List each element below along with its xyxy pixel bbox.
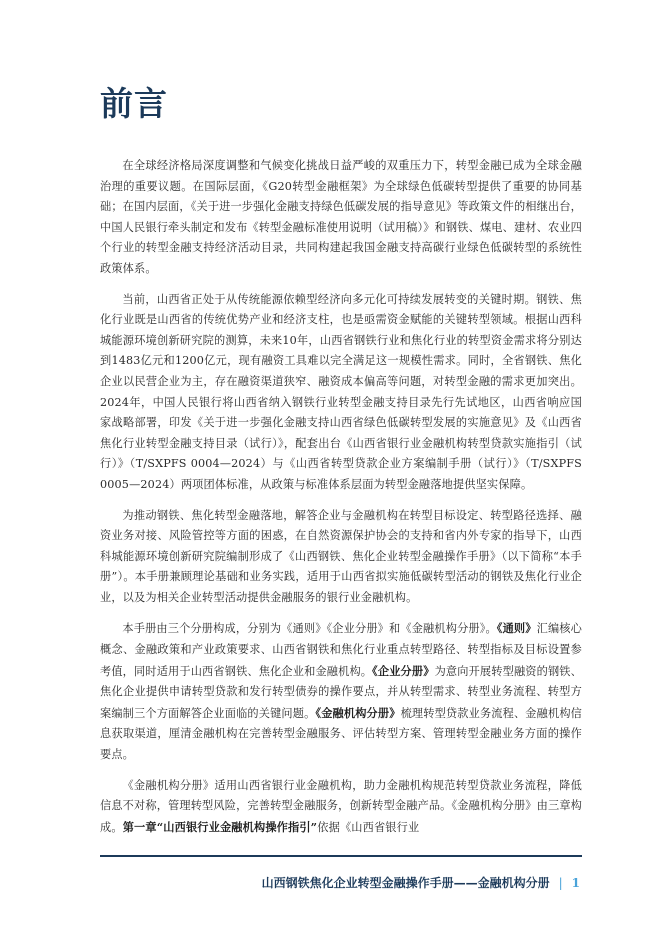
paragraph: [100, 156, 582, 280]
paragraph: [100, 506, 582, 609]
bold-text-run: 《通则》: [496, 621, 537, 636]
text-run: 梳理转型贷款业务流程、金融机构信息获取渠道，厘清金融机构在完善转型金融服务、评估转型方案、管理转型金融业务方面的操作要点。: [100, 706, 583, 762]
paragraph: [100, 776, 582, 839]
footer-doc-title: 山西钢铁焦化企业转型金融操作手册——金融机构分册: [261, 876, 550, 890]
text-run: 本手册由三个分册构成，分别为《通则》《企业分册》和《金融机构分册》。: [122, 622, 497, 636]
page-title: 前言: [100, 84, 168, 123]
bold-text-run: 《金融机构分册》: [315, 705, 401, 720]
footer-divider: [100, 855, 582, 857]
paragraph: [100, 290, 582, 496]
bold-text-run: 第一章“山西银行业金融机构操作指引”: [122, 819, 318, 834]
paragraph: [100, 618, 582, 765]
bold-text-run: 《企业分册》: [372, 663, 435, 678]
page-number: 1: [571, 875, 580, 890]
footer-separator: |: [558, 875, 563, 890]
page-footer: [262, 874, 580, 891]
preface-body: [100, 156, 582, 848]
text-run: 为意向开展转型融资的钢铁、焦化企业提供申请转型贷款和发行转型债券的操作要点，并从转型需求、转型业务流程、转型方案编制三个方面解答企业面临的关键问题。: [100, 664, 582, 720]
text-run: 为推动钢铁、焦化转型金融落地，解答企业与金融机构在转型目标设定、转型路径选择、融资业务对接、风险管控等方面的困惑，在自然资源保护协会的支持和省内外专家的指导下，山西科城能源环境创新研究院编制形成了《山西钢铁、焦化企业转型金融操作手册》（以下简称“本手册”）。本手册兼顾理论基础和业务实践，适用于山西省拟实施低碳转型活动的钢铁及焦化行业企业，以及为相关企业转型活动提供金融服务的银行业金融机构。: [100, 508, 582, 604]
text-run: 《金融机构分册》适用山西省银行业金融机构，助力金融机构规范转型贷款业务流程，降低信息不对称，管理转型风险，完善转型金融服务，创新转型金融产品。《金融机构分册》由三章构成。: [100, 778, 582, 834]
text-run: 当前，山西省正处于从传统能源依赖型经济向多元化可持续发展转变的关键时期。钢铁、焦化行业既是山西省的传统优势产业和经济支柱，也是亟需资金赋能的关键转型领域。根据山西科城能源环境创新研究院的测算，未来10年，山西省钢铁行业和焦化行业的转型资金需求将分别达到1483亿元和1200亿元，现有融资工具难以完全满足这一规模性需求。同时，全省钢铁、焦化企业以民营企业为主，存在融资渠道狭窄、融资成本偏高等问题，对转型金融的需求更加突出。2024年，中国人民银行将山西省纳入钢铁行业转型金融支持目录先行先试地区，山西省响应国家战略部署，印发《关于进一步强化金融支持山西省绿色低碳转型发展的实施意见》及《山西省焦化行业转型金融支持目录（试行）》，配套出台《山西省银行业金融机构转型贷款实施指引（试行）》（T/SXPFS 0004—2024）与《山西省转型贷款企业方案编制手册（试行）》（T/SXPFS 0005—2024）两项团体标准，从政策与标准体系层面为转型金融落地提供坚实保障。: [100, 292, 582, 491]
text-run: 在全球经济格局深度调整和气候变化挑战日益严峻的双重压力下，转型金融已成为全球金融治理的重要议题。在国际层面，《G20转型金融框架》为全球绿色低碳转型提供了重要的协同基础；在国内层面，《关于进一步强化金融支持绿色低碳发展的指导意见》等政策文件的相继出台，中国人民银行牵头制定和发布《转型金融标准使用说明（试用稿）》和钢铁、煤电、建材、农业四个行业的转型金融支持经济活动目录，共同构建起我国金融支持高碳行业绿色低碳转型的系统性政策体系。: [100, 159, 582, 275]
text-run: 依据《山西省银行业: [317, 820, 420, 834]
text-run: 汇编核心概念、金融政策和产业政策要求、山西省钢铁和焦化行业重点转型路径、转型指标及目标设置参考值，同时适用于山西省钢铁、焦化企业和金融机构。: [100, 622, 582, 678]
